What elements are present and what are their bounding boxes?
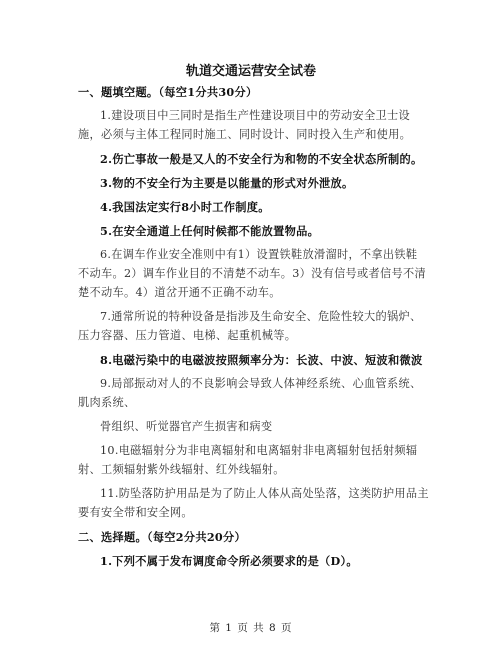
section1-heading: 一、题填空题。（每空1分共30分） xyxy=(78,85,258,99)
question-9-line-1: 9.局部振动对人的不良影响会导致人体神经系统、心血管系统、 xyxy=(100,377,422,390)
question-6-line-2: 不动车。2）调车作业目的不清楚不动车。3）没有信号或者信号不清 xyxy=(78,267,426,280)
question-6-line-3: 楚不动车。4）道岔开通不正确不动车。 xyxy=(78,286,281,299)
question-11-line-2: 要有安全带和安全网。 xyxy=(78,506,193,519)
question-9-line-2: 肌肉系统、 xyxy=(78,396,136,409)
page-footer: 第 1 页 共 8 页 xyxy=(209,622,293,634)
question-10-line-2: 射、工频辐射紫外线辐射、红外线辐射。 xyxy=(78,463,285,476)
question-8: 8.电磁污染中的电磁波按照频率分为：长波、中波、短波和微波 xyxy=(100,353,423,367)
question-11-line-1: 11.防坠落防护用品是为了防止人体从高处坠落，这类防护用品主 xyxy=(100,487,429,500)
question-1-line-1: 1.建设项目中三同时是指生产性建设项目中的劳动安全卫士设 xyxy=(100,109,410,122)
question-5: 5.在安全通道上任何时候都不能放置物品。 xyxy=(100,224,320,238)
page-title: 轨道交通运营安全试卷 xyxy=(185,64,316,79)
question-1-line-2: 施，必须与主体工程同时施工、同时设计、同时投入生产和使用。 xyxy=(78,128,412,141)
question-7-line-2: 压力容器、压力管道、电梯、起重机械等。 xyxy=(78,329,297,342)
question-4: 4.我国法定实行8小时工作制度。 xyxy=(100,200,270,214)
choice-question-1: 1.下列不属于发布调度命令所必须要求的是（D）。 xyxy=(100,554,358,568)
question-10-line-1: 10.电磁辐射分为非电离辐射和电离辐射非电离辐射包括射频辐 xyxy=(100,444,418,457)
question-2: 2.伤亡事故一般是又人的不安全行为和物的不安全状态所制的。 xyxy=(100,152,423,166)
question-6-line-1: 6.在调车作业安全准则中有1）设置铁鞋放滑溜时，不拿出铁鞋 xyxy=(100,248,418,261)
question-7-line-1: 7.通常所说的特种设备是指涉及生命安全、危险性较大的锅炉、 xyxy=(100,310,422,323)
question-9-line-3: 骨组织、听觉器官产生损害和病变 xyxy=(100,420,273,433)
section2-heading: 二、选择题。（每空2分共20分） xyxy=(78,530,246,544)
question-3: 3.物的不安全行为主要是以能量的形式对外泄放。 xyxy=(100,176,354,190)
